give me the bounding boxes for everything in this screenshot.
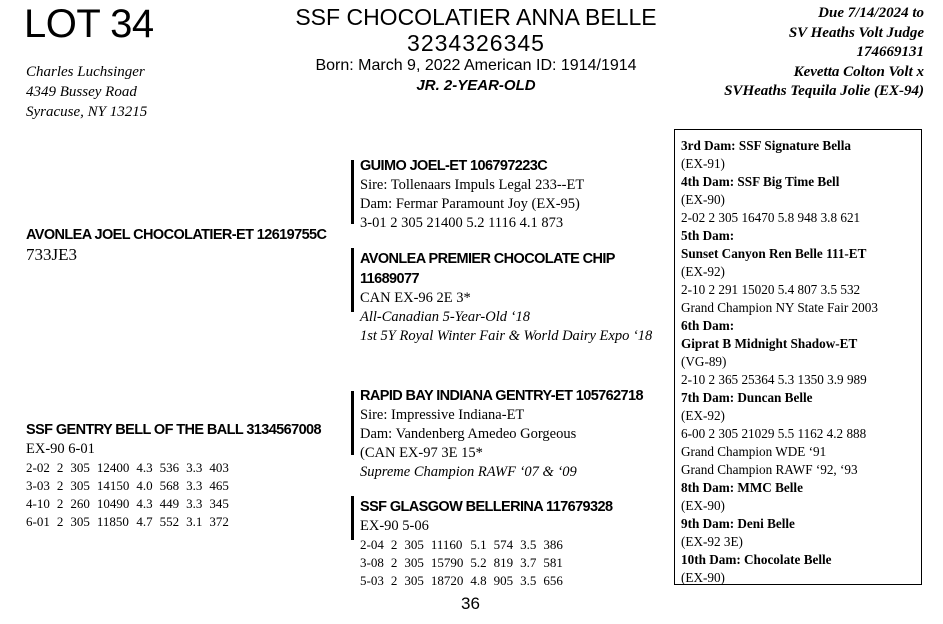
record-cell: 3.3 [186,496,203,511]
record-row [26,459,236,477]
animal-birth-info: Born: March 9, 2022 American ID: 1914/1914 [315,57,637,74]
ancestor-dam-name: 10th Dam: Chocolate Belle [681,552,832,567]
record-cell: 305 [70,514,90,529]
record-cell: 3.7 [520,555,537,570]
record-cell: 4.3 [136,496,153,511]
ancestor-dam-detail: (EX-92) [681,408,725,423]
record-cell: 12400 [96,460,130,475]
animal-header [250,4,702,95]
record-cell: 2 [56,460,64,475]
record-cell: 3.3 [186,460,203,475]
record-cell: 2 [390,573,398,588]
ancestor-dam-detail: 2-10 2 291 15020 5.4 807 3.5 532 [681,282,861,297]
dam-sire-dam: Dam: Vandenberg Amedeo Gorgeous [360,426,577,442]
sire-dam-award: All-Canadian 5-Year-Old ‘18 [360,309,530,325]
dam-dam-records-table [360,536,570,590]
record-cell: 2 [390,537,398,552]
due-date-block [724,4,924,102]
record-cell: 581 [543,555,563,570]
ancestor-dam-name: 7th Dam: Duncan Belle [681,390,813,405]
due-line: SV Heaths Volt Judge [788,24,924,41]
record-cell: 449 [159,496,180,511]
ancestor-dam-detail: Grand Champion NY State Fair 2003 [681,300,878,315]
due-line: Due 7/14/2024 to [818,5,924,21]
ancestor-dam-detail: 2-02 2 305 16470 5.8 948 3.8 621 [681,210,861,225]
record-row [360,536,570,554]
record-cell: 10490 [96,496,130,511]
record-cell: 403 [209,460,229,475]
record-cell: 372 [209,514,229,529]
dam-sire-name: RAPID BAY INDIANA GENTRY-ET 105762718 [360,388,643,404]
record-cell: 2-04 [360,537,384,552]
sire-name: AVONLEA JOEL CHOCOLATIER-ET 12619755C [26,227,327,243]
page-number: 36 [461,594,480,613]
record-cell: 2 [56,478,64,493]
ancestor-dam-detail: 6-00 2 305 21029 5.5 1162 4.2 888 [681,426,867,441]
record-cell: 4-10 [26,496,50,511]
dam-sire-award: Supreme Champion RAWF ‘07 & ‘09 [360,464,577,480]
sire-sire-block [360,156,584,233]
sire-dam-award: 1st 5Y Royal Winter Fair & World Dairy Expo ‘18 [360,328,653,344]
record-cell: 3.5 [520,537,537,552]
pedigree-bracket [351,391,354,455]
record-cell: 3-08 [360,555,384,570]
owner-city: Syracuse, NY 13215 [26,104,148,120]
sire-sire-name: GUIMO JOEL-ET 106797223C [360,158,548,174]
sire-dam-classification: CAN EX-96 2E 3* [360,290,471,306]
record-row [26,513,236,531]
dam-classification: EX-90 6-01 [26,441,95,457]
record-cell: 2 [390,555,398,570]
sire-sire-record: 3-01 2 305 21400 5.2 1116 4.1 873 [360,215,564,231]
owner-block [26,62,147,122]
ancestor-dam-detail: (EX-90) [681,192,725,207]
animal-class: JR. 2-YEAR-OLD [416,77,536,94]
record-cell: 11850 [96,514,129,529]
ancestor-dam-name: 8th Dam: MMC Belle [681,480,803,495]
dam-sire-classification: (CAN EX-97 3E 15* [360,445,483,461]
dam-sire-sire: Sire: Impressive Indiana-ET [360,407,525,423]
record-row [26,495,236,513]
record-cell: 5-03 [360,573,384,588]
record-cell: 536 [159,460,180,475]
record-cell: 2 [56,496,64,511]
record-cell: 552 [159,514,180,529]
ancestor-dam-name: 3rd Dam: SSF Signature Bella [681,138,851,153]
ancestor-dam-detail: (EX-92) [681,264,725,279]
record-cell: 305 [70,460,90,475]
sire-dam-name: AVONLEA PREMIER CHOCOLATE CHIP [360,251,615,267]
sire-dam-block [360,249,652,346]
dam-block [26,420,321,531]
record-cell: 905 [493,573,514,588]
dam-records-table [26,459,236,531]
record-cell: 4.0 [136,478,153,493]
dam-dam-block [360,497,612,590]
record-cell: 11160 [430,537,463,552]
record-cell: 3.1 [186,514,203,529]
animal-name: SSF CHOCOLATIER ANNA BELLE [295,4,657,30]
sire-block [26,226,326,266]
sire-dam-reg: 11689077 [360,271,419,287]
record-cell: 656 [543,573,563,588]
record-cell: 345 [209,496,229,511]
pedigree-bracket [351,248,354,312]
ancestor-dam-detail: Grand Champion WDE ‘91 [681,444,827,459]
sire-sire-sire: Sire: Tollenaars Impuls Legal 233--ET [360,177,585,193]
ancestor-dam-name: 9th Dam: Deni Belle [681,516,795,531]
record-cell: 14150 [96,478,130,493]
record-cell: 2-02 [26,460,50,475]
owner-address: 4349 Bussey Road [26,84,137,100]
record-cell: 4.3 [136,460,153,475]
sire-code: 733JE3 [26,245,77,264]
record-cell: 260 [70,496,90,511]
due-line: 174669131 [856,44,924,60]
record-cell: 5.1 [470,537,487,552]
owner-name: Charles Luchsinger [26,64,145,80]
ancestor-dam-detail: (EX-91) [681,156,725,171]
record-row [360,572,570,590]
record-row [360,554,570,572]
sire-sire-dam: Dam: Fermar Paramount Joy (EX-95) [360,196,580,212]
ancestor-dam-name: Giprat B Midnight Shadow-ET [681,336,858,351]
lot-number: LOT 34 [24,2,154,46]
dam-name: SSF GENTRY BELL OF THE BALL 3134567008 [26,422,321,438]
record-cell: 3.3 [186,478,203,493]
ancestor-dam-name: 6th Dam: [681,318,735,333]
due-line: Kevetta Colton Volt x [793,63,924,80]
dam-sire-block [360,386,643,482]
record-cell: 465 [209,478,229,493]
record-cell: 819 [493,555,514,570]
record-cell: 3-03 [26,478,50,493]
pedigree-bracket [351,496,354,540]
record-cell: 305 [404,555,424,570]
record-cell: 4.8 [470,573,487,588]
record-cell: 305 [404,537,424,552]
record-cell: 305 [70,478,90,493]
ancestor-dam-detail: Grand Champion RAWF ‘92, ‘93 [681,462,858,477]
ancestor-dam-detail: (VG-89) [681,354,727,369]
pedigree-bracket [351,160,354,224]
due-line: SVHeaths Tequila Jolie (EX-94) [724,83,924,99]
record-row [26,477,236,495]
record-cell: 574 [493,537,514,552]
record-cell: 305 [404,573,424,588]
dam-dam-classification: EX-90 5-06 [360,518,429,534]
ancestor-dam-name: Sunset Canyon Ren Belle 111-ET [681,246,867,261]
record-cell: 386 [543,537,563,552]
record-cell: 2 [56,514,64,529]
record-cell: 568 [159,478,180,493]
ancestor-dam-detail: (EX-90) [681,570,725,585]
maternal-family-box [674,129,922,585]
ancestor-dam-name: 4th Dam: SSF Big Time Bell [681,174,840,189]
record-cell: 6-01 [26,514,50,529]
record-cell: 3.5 [520,573,537,588]
record-cell: 18720 [430,573,464,588]
ancestor-dam-name: 5th Dam: [681,228,735,243]
ancestor-dam-detail: (EX-90) [681,498,725,513]
dam-dam-name: SSF GLASGOW BELLERINA 117679328 [360,499,613,515]
animal-reg-number: 3234326345 [407,30,545,56]
ancestor-dam-detail: 2-10 2 365 25364 5.3 1350 3.9 989 [681,372,867,387]
record-cell: 5.2 [470,555,487,570]
record-cell: 4.7 [136,514,153,529]
record-cell: 15790 [430,555,464,570]
ancestor-dam-detail: (EX-92 3E) [681,534,743,549]
